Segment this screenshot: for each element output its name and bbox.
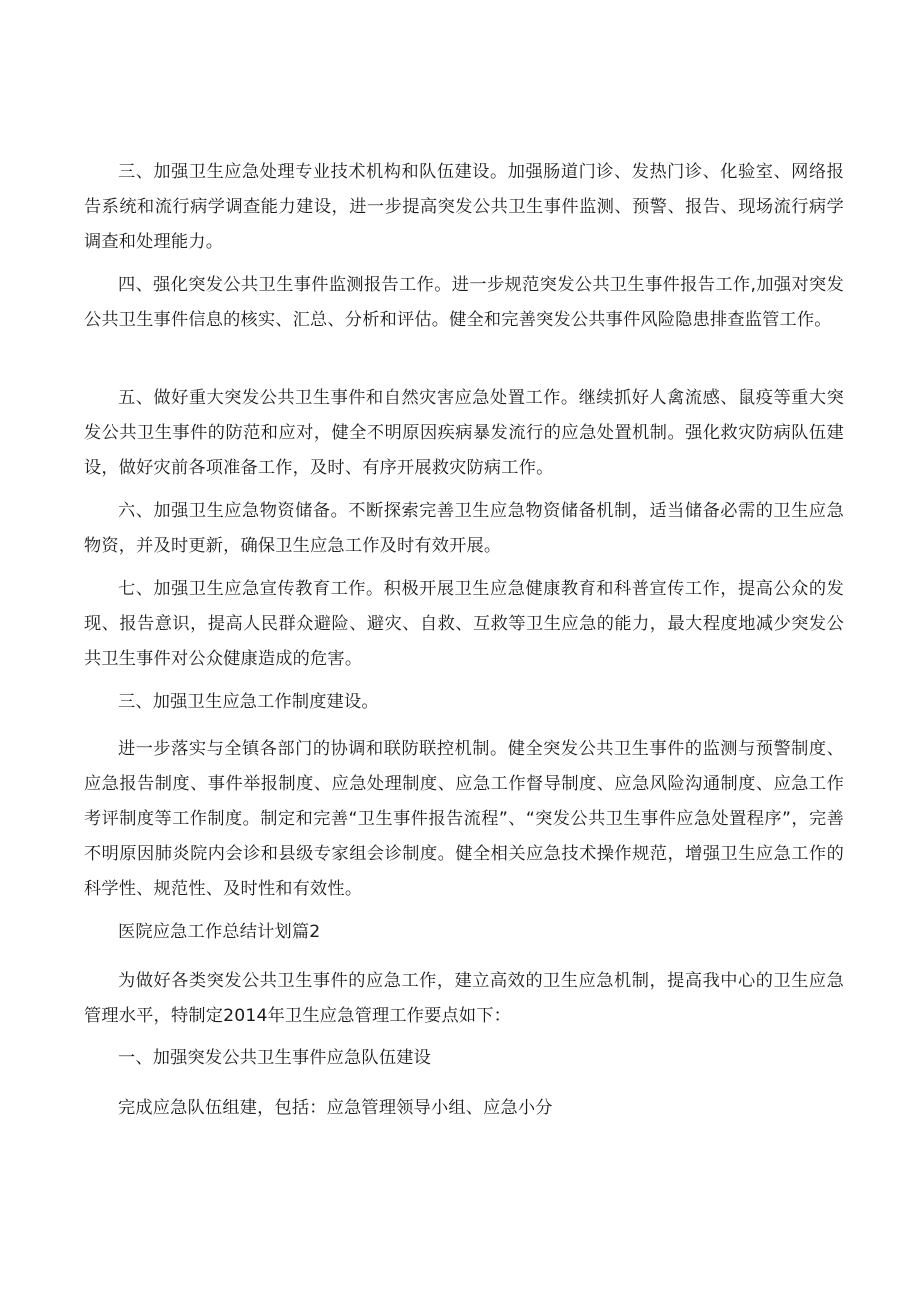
heading-section-1-teams: 一、加强突发公共卫生事件应急队伍建设: [118, 1048, 431, 1068]
paragraph-team-formation: 完成应急队伍组建，包括：应急管理领导小组、应急小分: [118, 1098, 553, 1118]
paragraph-intro-2014: 为做好各类突发公共卫生事件的应急工作，建立高效的卫生应急机制，提高我中心的卫生应急管理水平，特制定2014年卫生应急管理工作要点如下：: [84, 971, 844, 1026]
paragraph-section-6-supplies: 六、加强卫生应急物资储备。不断探索完善卫生应急物资储备机制，适当储备必需的卫生应急物资，并及时更新，确保卫生应急工作及时有效开展。: [84, 501, 844, 556]
article-title-part-2: 医院应急工作总结计划篇2: [118, 922, 321, 942]
paragraph-section-7-education: 七、加强卫生应急宣传教育工作。积极开展卫生应急健康教育和科普宣传工作，提高公众的发现、报告意识，提高人民群众避险、避灾、自救、互救等卫生应急的能力，最大程度地减少突发公共卫生事件对公众健康造成的危害。: [84, 579, 844, 669]
paragraph-systems-detail: 进一步落实与全镇各部门的协调和联防联控机制。健全突发公共卫生事件的监测与预警制度、应急报告制度、事件举报制度、应急处理制度、应急工作督导制度、应急风险沟通制度、应急工作考评制度等工作制度。制定和完善“卫生事件报告流程”、“突发公共卫生事件应急处置程序”，完善不明原因肺炎院内会诊和县级专家组会诊制度。健全相关应急技术操作规范，增强卫生应急工作的科学性、规范性、及时性和有效性。: [84, 739, 844, 899]
heading-section-3-systems: 三、加强卫生应急工作制度建设。: [118, 692, 379, 712]
paragraph-section-3-tech-teams: 三、加强卫生应急处理专业技术机构和队伍建设。加强肠道门诊、发热门诊、化验室、网络报告系统和流行病学调查能力建设，进一步提高突发公共卫生事件监测、预警、报告、现场流行病学调查和处理能力。: [84, 162, 844, 252]
paragraph-section-4-monitoring: 四、强化突发公共卫生事件监测报告工作。进一步规范突发公共卫生事件报告工作,加强对突发公共卫生事件信息的核实、汇总、分析和评估。健全和完善突发公共事件风险隐患排查监管工作。: [84, 275, 844, 330]
paragraph-section-5-disaster-response: 五、做好重大突发公共卫生事件和自然灾害应急处置工作。继续抓好人禽流感、鼠疫等重大突发公共卫生事件的防范和应对，健全不明原因疾病暴发流行的应急处置机制。强化救灾防病队伍建设，做好灾前各项准备工作，及时、有序开展救灾防病工作。: [84, 388, 844, 478]
